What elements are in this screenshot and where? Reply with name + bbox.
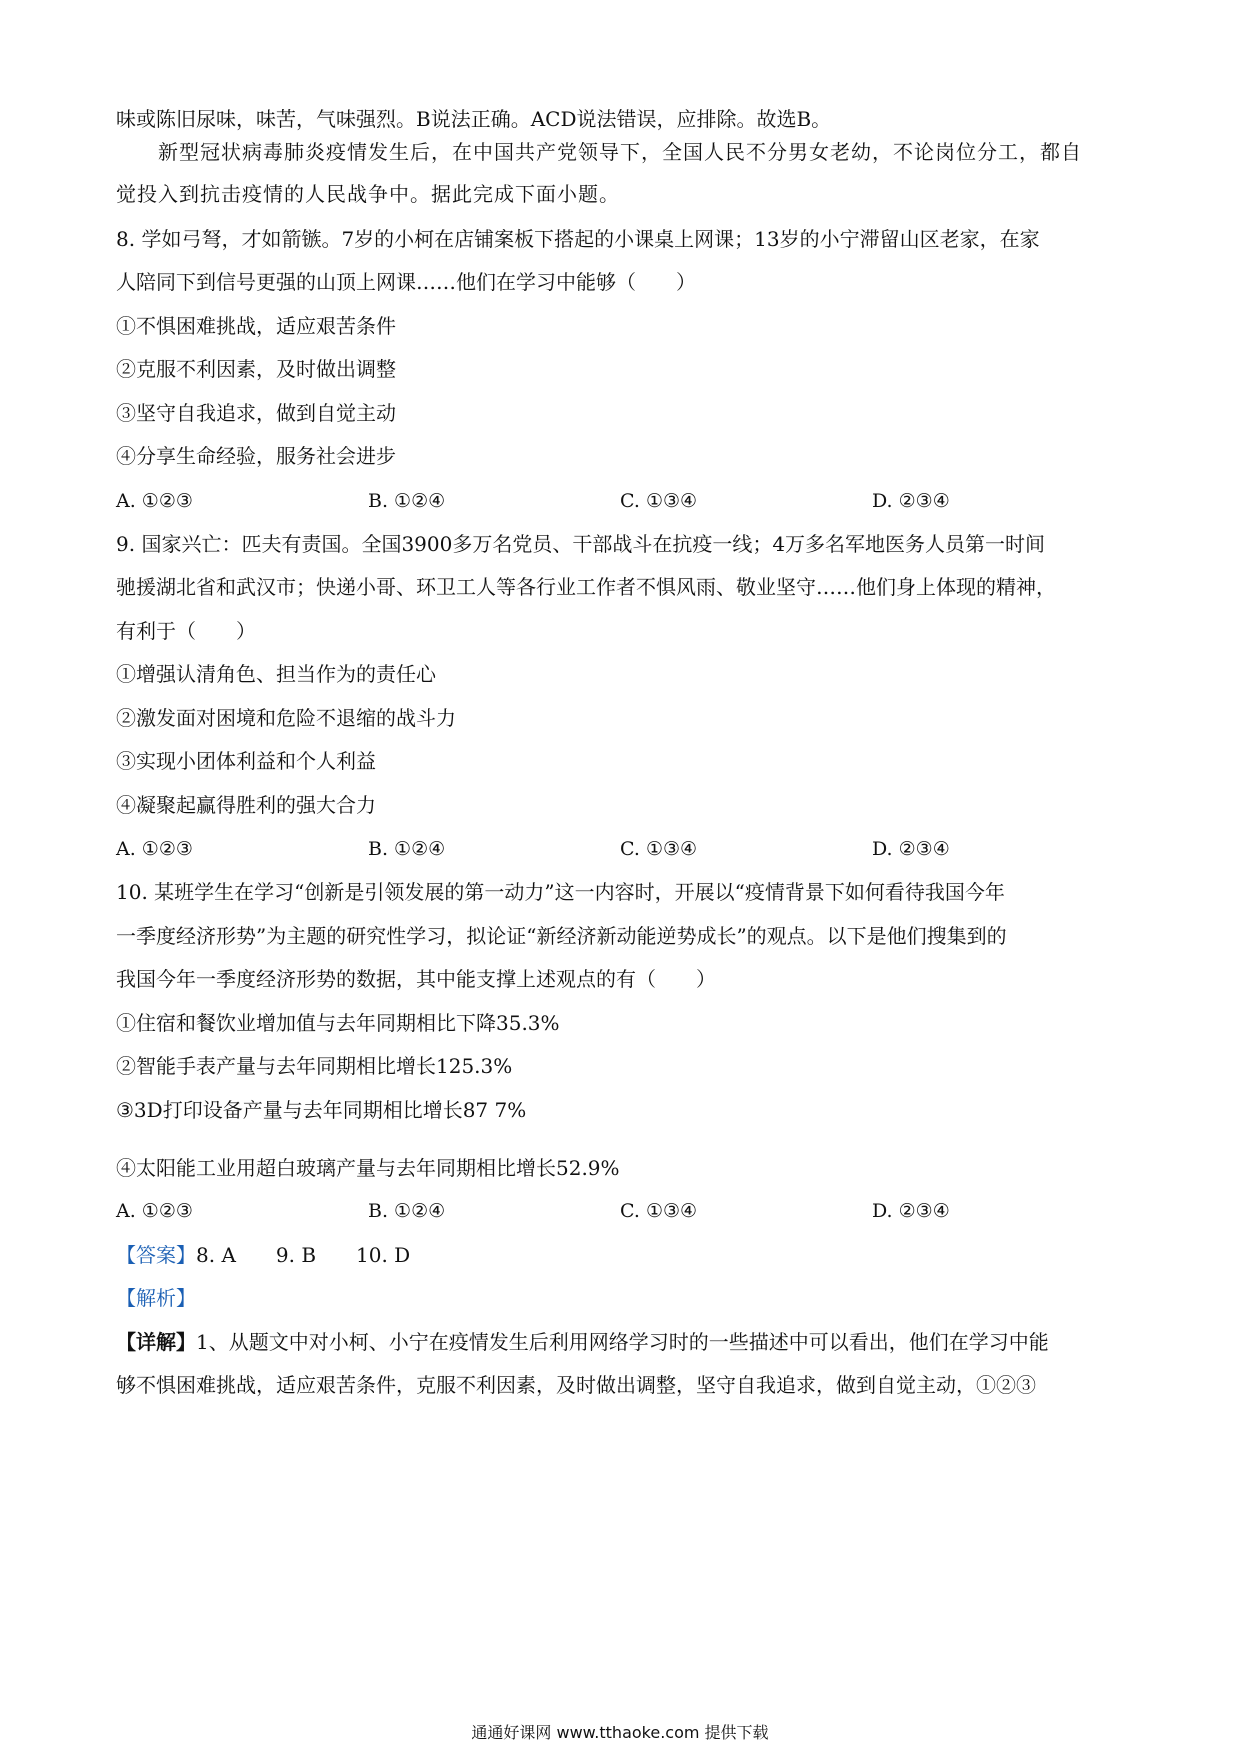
question-8-statement: ②克服不利因素，及时做出调整 <box>116 357 396 381</box>
question-9-statement: ②激发面对困境和危险不退缩的战斗力 <box>116 706 456 730</box>
option-a: A. ①②③ <box>116 838 193 860</box>
analysis-line <box>116 1284 196 1312</box>
question-9-stem: 有利于（ ） <box>116 619 256 643</box>
detail-label: 【详解】 <box>116 1330 196 1354</box>
option-c: C. ①③④ <box>620 490 698 512</box>
detail-line: 够不惧困难挑战，适应艰苦条件，克服不利因素，及时做出调整，坚守自我追求，做到自觉主动，①②③ <box>116 1373 1036 1397</box>
text-line: 味或陈旧尿味，味苦，气味强烈。B说法正确。ACD说法错误，应排除。故选B。 <box>116 107 832 131</box>
question-10-stem: 我国今年一季度经济形势的数据，其中能支撑上述观点的有（ ） <box>116 967 716 991</box>
question-9-stem: 9. 国家兴亡：匹夫有责国。全国3900多万名党员、干部战斗在抗疫一线；4万多名军地医务人员第一时间 <box>116 532 1046 556</box>
question-8-statement: ③坚守自我追求，做到自觉主动 <box>116 401 396 425</box>
question-8-statement: ④分享生命经验，服务社会进步 <box>116 444 396 468</box>
page-footer: 通通好课网 www.tthaoke.com 提供下载 <box>471 1723 769 1742</box>
option-d: D. ②③④ <box>872 838 950 860</box>
option-b: B. ①②④ <box>368 1200 446 1222</box>
question-10-stem: 一季度经济形势”为主题的研究性学习，拟论证“新经济新动能逆势成长”的观点。以下是他们搜集到的 <box>116 924 1007 948</box>
option-a: A. ①②③ <box>116 490 193 512</box>
question-10-statement: ②智能手表产量与去年同期相比增长125.3% <box>116 1054 513 1078</box>
answer-text: 8. A 9. B 10. D <box>196 1243 411 1267</box>
intro-line: 新型冠状病毒肺炎疫情发生后，在中国共产党领导下，全国人民不分男女老幼，不论岗位分工，都自 <box>158 140 1082 164</box>
question-10-statement: ③3D打印设备产量与去年同期相比增长87 7% <box>116 1098 527 1122</box>
answer-label: 【答案】 <box>116 1243 196 1267</box>
question-9-statement: ③实现小团体利益和个人利益 <box>116 749 376 773</box>
detail-text: 1、从题文中对小柯、小宁在疫情发生后利用网络学习时的一些描述中可以看出，他们在学习中能 <box>196 1330 1049 1354</box>
question-10-statement: ①住宿和餐饮业增加值与去年同期相比下降35.3% <box>116 1011 560 1035</box>
question-8-stem: 8. 学如弓弩，才如箭镞。7岁的小柯在店铺案板下搭起的小课桌上网课；13岁的小宁滞留山区老家，在家 <box>116 227 1040 251</box>
question-10-stem: 10. 某班学生在学习“创新是引领发展的第一动力”这一内容时，开展以“疫情背景下如何看待我国今年 <box>116 880 1005 904</box>
option-d: D. ②③④ <box>872 490 950 512</box>
option-a: A. ①②③ <box>116 1200 193 1222</box>
option-c: C. ①③④ <box>620 838 698 860</box>
question-9-statement: ①增强认清角色、担当作为的责任心 <box>116 662 436 686</box>
answer-line <box>116 1241 410 1269</box>
option-b: B. ①②④ <box>368 490 446 512</box>
detail-line <box>116 1328 1049 1356</box>
option-d: D. ②③④ <box>872 1200 950 1222</box>
question-10-statement: ④太阳能工业用超白玻璃产量与去年同期相比增长52.9% <box>116 1156 620 1180</box>
question-8-statement: ①不惧困难挑战，适应艰苦条件 <box>116 314 396 338</box>
analysis-label: 【解析】 <box>116 1286 196 1310</box>
option-c: C. ①③④ <box>620 1200 698 1222</box>
intro-line: 觉投入到抗击疫情的人民战争中。据此完成下面小题。 <box>116 182 620 206</box>
question-9-stem: 驰援湖北省和武汉市；快递小哥、环卫工人等各行业工作者不惧风雨、敬业坚守……他们身上体现的精神， <box>116 575 1056 599</box>
question-8-stem: 人陪同下到信号更强的山顶上网课……他们在学习中能够（ ） <box>116 270 696 294</box>
question-9-statement: ④凝聚起赢得胜利的强大合力 <box>116 793 376 817</box>
option-b: B. ①②④ <box>368 838 446 860</box>
